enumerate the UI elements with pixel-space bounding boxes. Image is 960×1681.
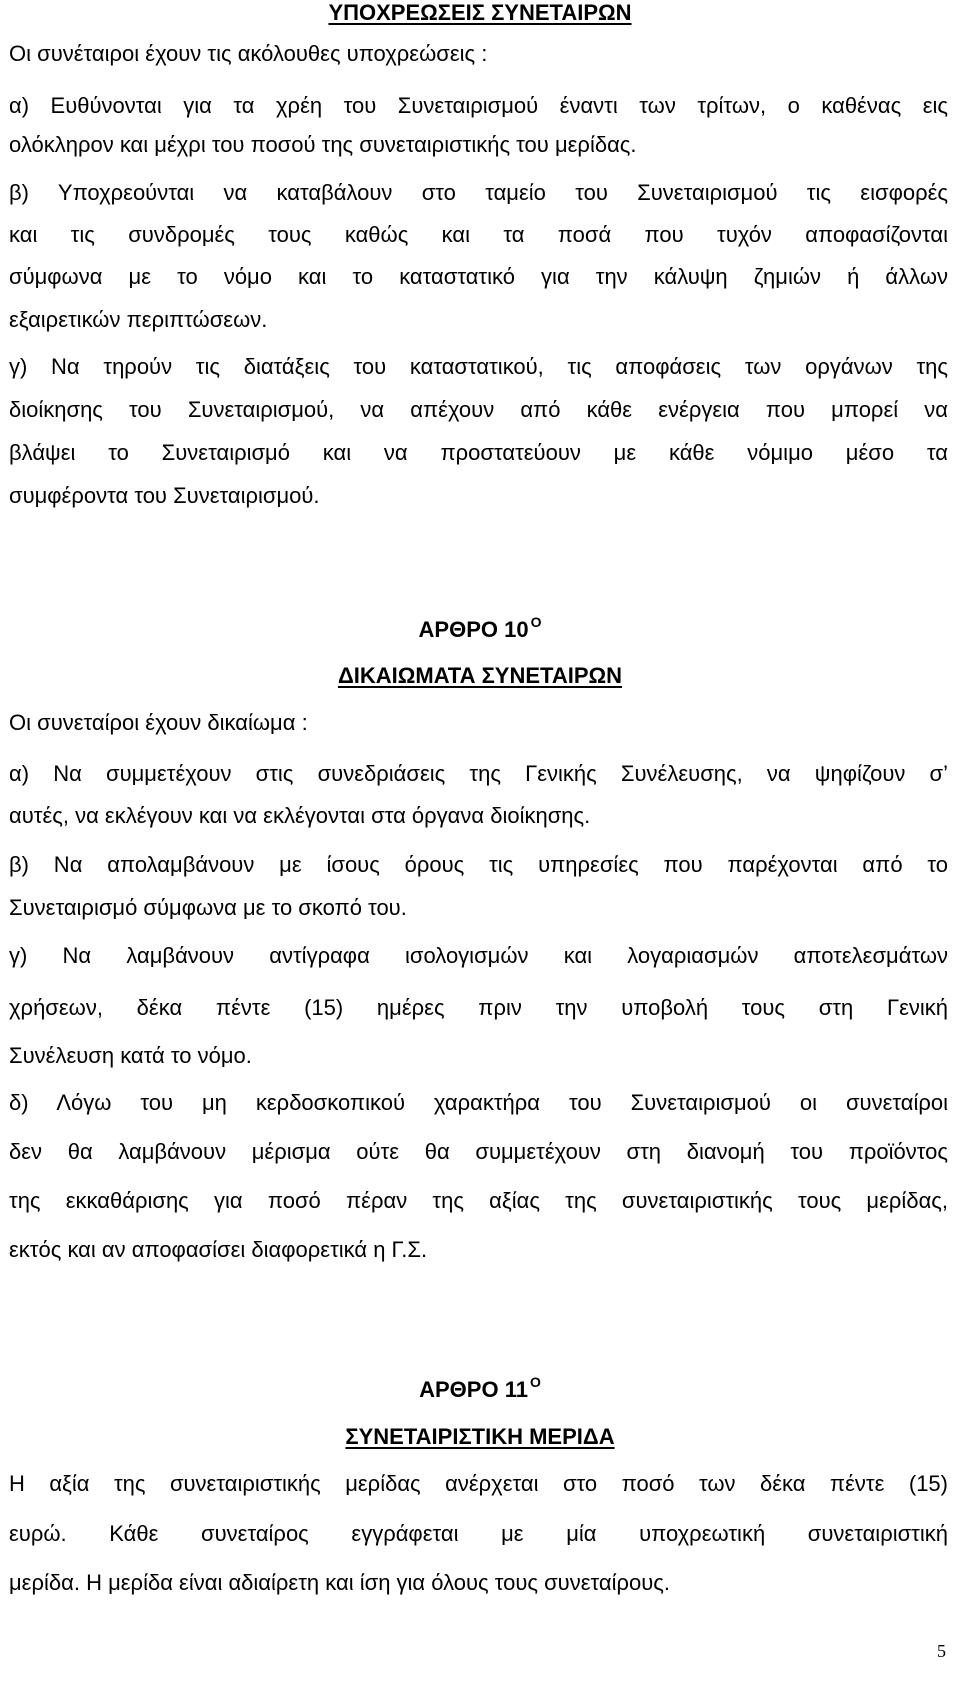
obligations-title: ΥΠΟΧΡΕΩΣΕΙΣ ΣΥΝΕΤΑΙΡΩΝ	[328, 0, 632, 25]
article-11-line: Η αξία της συνεταιριστικής μερίδας ανέρχεται στο ποσό των δέκα πέντε (15)	[9, 1471, 948, 1496]
article-10-superscript: Ο	[530, 614, 542, 630]
obligations-line: και τις συνδρομές τους καθώς και τα ποσά που τυχόν αποφασίζονται	[9, 222, 948, 247]
obligations-line: α) Ευθύνονται για τα χρέη του Συνεταιρισμού έναντι των τρίτων, ο καθένας εις	[9, 93, 948, 118]
obligations-intro: Οι συνέταιροι έχουν τις ακόλουθες υποχρεώσεις :	[9, 41, 488, 66]
article-11-line: μερίδα. Η μερίδα είναι αδιαίρετη και ίση για όλους τους συνεταίρους.	[9, 1570, 670, 1595]
article-10-number: ΑΡΘΡΟ 10 $^O$	[418, 614, 542, 642]
page-number: 5	[937, 1641, 946, 1661]
article-10-line: Συνέλευση κατά το νόμο.	[9, 1043, 252, 1068]
article-10-line: χρήσεων, δέκα πέντε (15) ημέρες πριν την υποβολή τους στη Γενική	[9, 995, 948, 1020]
obligations-line: σύμφωνα με το νόμο και το καταστατικό για την κάλυψη ζημιών ή άλλων	[9, 264, 948, 289]
obligations-line: γ) Να τηρούν τις διατάξεις του καταστατικού, τις αποφάσεις των οργάνων της	[9, 354, 948, 379]
article-11-superscript: Ο	[529, 1374, 541, 1390]
article-10-line: β) Να απολαμβάνουν με ίσους όρους τις υπηρεσίες που παρέχονται από το	[9, 852, 948, 877]
obligations-line: διοίκησης του Συνεταιρισμού, να απέχουν από κάθε ενέργεια που μπορεί να	[9, 397, 948, 422]
article-11-title: ΣΥΝΕΤΑΙΡΙΣΤΙΚΗ ΜΕΡΙΔΑ	[345, 1424, 615, 1449]
obligations-line: βλάψει το Συνεταιρισμό και να προστατεύουν με κάθε νόμιμο μέσο τα	[9, 440, 948, 465]
article-10-line: της εκκαθάρισης για ποσό πέραν της αξίας της συνεταιριστικής τους μερίδας,	[9, 1188, 948, 1213]
article-10-title: ΔΙΚΑΙΩΜΑΤΑ ΣΥΝΕΤΑΙΡΩΝ	[337, 663, 623, 688]
article-10-intro: Οι συνεταίροι έχουν δικαίωμα :	[9, 710, 308, 735]
article-10-line: δεν θα λαμβάνουν μέρισμα ούτε θα συμμετέχουν στη διανομή του προϊόντος	[9, 1139, 948, 1164]
article-10-line: δ) Λόγω του μη κερδοσκοπικού χαρακτήρα του Συνεταιρισμού οι συνεταίροι	[9, 1090, 948, 1115]
article-10-line: α) Να συμμετέχουν στις συνεδριάσεις της Γενικής Συνέλευσης, να ψηφίζουν σ’	[9, 761, 948, 786]
obligations-line: ολόκληρον και μέχρι του ποσού της συνεταιριστικής του μερίδας.	[9, 132, 637, 157]
article-10-line: αυτές, να εκλέγουν και να εκλέγονται στα όργανα διοίκησης.	[9, 803, 591, 828]
article-10-line: Συνεταιρισμό σύμφωνα με το σκοπό του.	[9, 895, 407, 920]
obligations-line: β) Υποχρεούνται να καταβάλουν στο ταμείο του Συνεταιρισμού τις εισφορές	[9, 180, 948, 205]
article-11-number: ΑΡΘΡΟ 11 $^O$	[419, 1374, 541, 1402]
obligations-line: συμφέροντα του Συνεταιρισμού.	[9, 483, 320, 508]
obligations-line: εξαιρετικών περιπτώσεων.	[9, 307, 268, 332]
article-10-line: γ) Να λαμβάνουν αντίγραφα ισολογισμών και λογαριασμών αποτελεσμάτων	[9, 943, 948, 968]
article-10-line: εκτός και αν αποφασίσει διαφορετικά η Γ.Σ.	[9, 1237, 428, 1262]
article-11-line: ευρώ. Κάθε συνεταίρος εγγράφεται με μία υποχρεωτική συνεταιριστική	[9, 1521, 948, 1546]
